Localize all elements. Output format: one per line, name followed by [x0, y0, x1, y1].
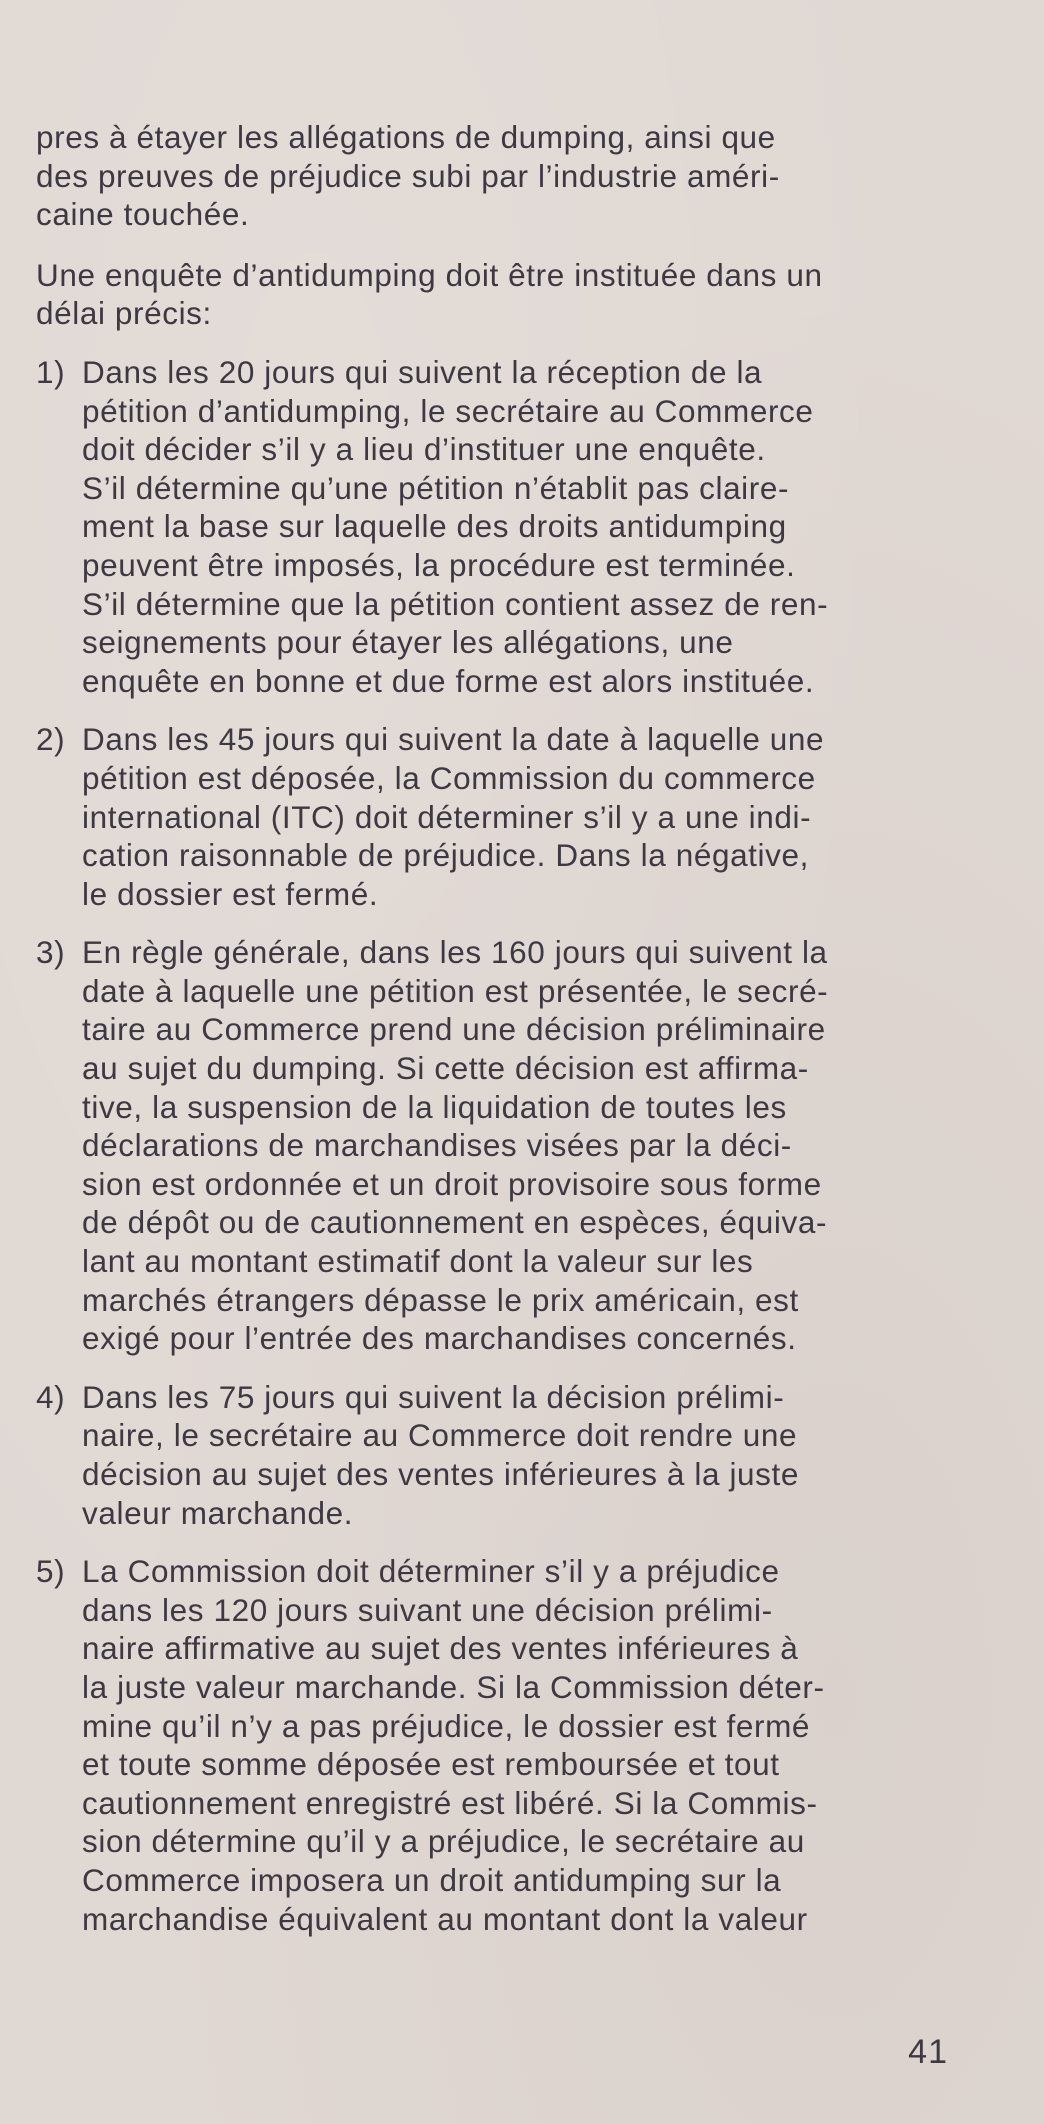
text-line: naire affirmative au sujet des ventes inférieures à [82, 1630, 799, 1667]
text-line: décision au sujet des ventes inférieures à la juste [82, 1456, 800, 1492]
list-item-2 [36, 720, 996, 913]
text-line: Une enquête d’antidumping doit être instituée dans un [36, 256, 823, 293]
list-item-4 [36, 1378, 996, 1532]
item-text [82, 933, 996, 1358]
intro-paragraph [36, 118, 996, 234]
page-number: 41 [908, 2033, 948, 2071]
text-line: pétition d’antidumping, le secrétaire au Commerce [82, 392, 814, 429]
text-line: caine touchée. [36, 196, 250, 233]
text-line: mine qu’il n’y a pas préjudice, le dossier est fermé [82, 1707, 811, 1744]
list-item-1 [36, 353, 996, 700]
text-line: pétition est déposée, la Commission du commerce [82, 759, 816, 796]
text-line: En règle générale, dans les 160 jours qui suivent la [82, 934, 828, 971]
text-line: taire au Commerce prend une décision préliminaire [82, 1011, 826, 1048]
item-number: 3) [36, 934, 66, 971]
text-line: La Commission doit déterminer s’il y a préjudice [82, 1553, 780, 1590]
text-line: enquête en bonne et due forme est alors instituée. [82, 662, 815, 699]
item-number: 2) [36, 721, 66, 758]
item-number: 5) [36, 1553, 66, 1590]
page-body [36, 118, 996, 1938]
text-line: Commerce imposera un droit antidumping sur la [82, 1861, 782, 1898]
text-line: sion est ordonnée et un droit provisoire sous forme [82, 1165, 822, 1202]
text-line: naire, le secrétaire au Commerce doit rendre une [82, 1417, 798, 1454]
text-line: international (ITC) doit déterminer s’il y a une indi- [82, 798, 812, 835]
lead-paragraph [36, 256, 996, 333]
text-line: exigé pour l’entrée des marchandises concernés. [82, 1320, 797, 1357]
text-line: des preuves de préjudice subi par l’industrie améri- [36, 157, 780, 194]
text-line: cautionnement enregistré est libéré. Si la Commis- [82, 1784, 818, 1821]
text-line: délai précis: [36, 295, 212, 332]
text-line: Dans les 75 jours qui suivent la décision prélimi- [82, 1378, 785, 1415]
text-line: et toute somme déposée est remboursée et tout [82, 1746, 780, 1783]
text-line: S’il détermine qu’une pétition n’établit pas claire- [82, 469, 790, 506]
text-line: de dépôt ou de cautionnement en espèces, équiva- [82, 1204, 828, 1241]
text-line: pres à étayer les allégations de dumping, ainsi que [36, 119, 776, 155]
item-text [82, 1552, 996, 1938]
item-number: 1) [36, 353, 66, 390]
text-line: seignements pour étayer les allégations, une [82, 624, 734, 661]
text-line: la juste valeur marchande. Si la Commission déter- [82, 1668, 825, 1705]
text-line: doit décider s’il y a lieu d’instituer une enquête. [82, 431, 766, 468]
text-line: peuvent être imposés, la procédure est terminée. [82, 546, 796, 583]
text-line: tive, la suspension de la liquidation de toutes les [82, 1088, 787, 1125]
item-text [82, 720, 996, 913]
list-item-5 [36, 1552, 996, 1938]
text-line: Dans les 45 jours qui suivent la date à laquelle une [82, 721, 825, 758]
text-line: au sujet du dumping. Si cette décision est affirma- [82, 1050, 809, 1087]
item-text [82, 1378, 996, 1532]
text-line: sion détermine qu’il y a préjudice, le secrétaire au [82, 1823, 805, 1860]
item-text [82, 353, 996, 700]
text-line: lant au montant estimatif dont la valeur sur les [82, 1243, 754, 1280]
text-line: Dans les 20 jours qui suivent la réception de la [82, 353, 763, 390]
item-number: 4) [36, 1378, 66, 1415]
text-line: déclarations de marchandises visées par la déci- [82, 1127, 792, 1164]
text-line: dans les 120 jours suivant une décision prélimi- [82, 1591, 773, 1628]
text-line: date à laquelle une pétition est présentée, le secré- [82, 972, 829, 1009]
list-item-3 [36, 933, 996, 1358]
text-line: marchandise équivalent au montant dont la valeur [82, 1900, 808, 1937]
text-line: le dossier est fermé. [82, 875, 379, 912]
text-line: ment la base sur laquelle des droits antidumping [82, 508, 787, 545]
text-line: marchés étrangers dépasse le prix américain, est [82, 1281, 799, 1318]
text-line: cation raisonnable de préjudice. Dans la négative, [82, 837, 809, 874]
text-line: valeur marchande. [82, 1494, 354, 1531]
text-line: S’il détermine que la pétition contient assez de ren- [82, 585, 829, 622]
